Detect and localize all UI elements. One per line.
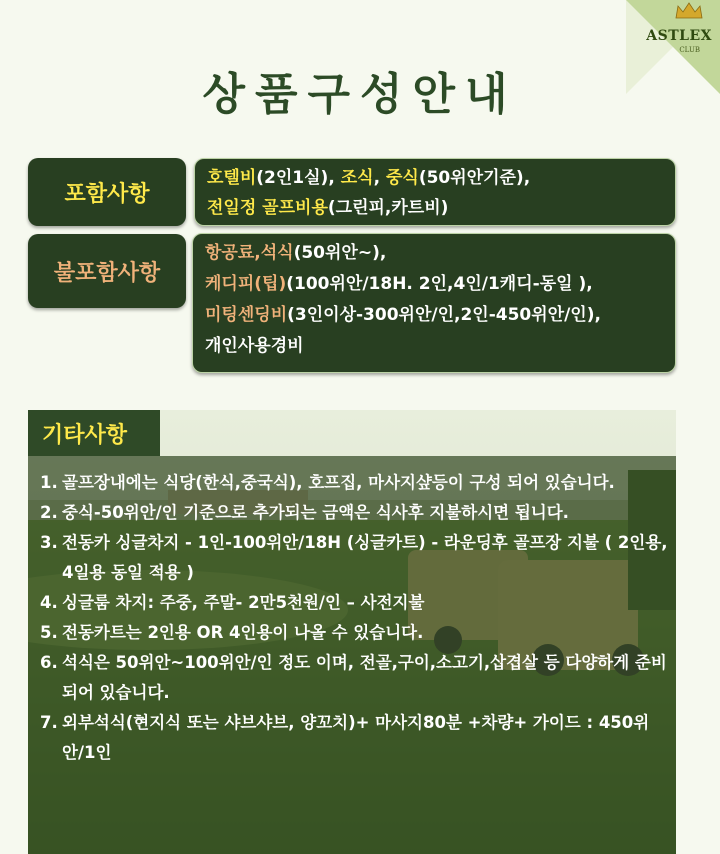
- text-segment: 호텔비: [207, 168, 257, 188]
- excluded-line-1: [205, 238, 675, 269]
- text-segment: (100위안/18H. 2인,4인/1캐디-동일 ),: [286, 274, 593, 294]
- other-section: [28, 410, 676, 854]
- text-segment: 중식: [385, 168, 419, 188]
- text-segment: ,: [373, 168, 386, 188]
- list-item: 3. 전동카 싱글차지 - 1인-100위안/18H (싱글카트) - 라운딩후 골프장 지불 ( 2인용, 4일용 동일 적용 ): [40, 533, 668, 582]
- list-item: 2. 중식-50위안/인 기준으로 추가되는 금액은 식사후 지불하시면 됩니다.: [40, 503, 569, 522]
- text-segment: (50위안~),: [293, 243, 387, 263]
- text-segment: 개인사용경비: [205, 336, 304, 356]
- page-title: 상품구성안내: [202, 69, 518, 120]
- excluded-line-2: [205, 269, 675, 300]
- included-label: 포함사항: [28, 158, 186, 226]
- excluded-line-4: [205, 331, 675, 362]
- excluded-line-3: [205, 300, 675, 331]
- excluded-content: [192, 233, 676, 373]
- included-line-2: [207, 193, 675, 223]
- crown-icon: [674, 2, 704, 20]
- excluded-label: 불포함사항: [28, 234, 186, 308]
- list-item: 1. 골프장내에는 식당(한식,중국식), 호프집, 마사지샾등이 구성 되어 있습니다.: [40, 473, 615, 492]
- other-list: [40, 468, 670, 768]
- list-item: 7. 외부석식(현지식 또는 샤브샤브, 양꼬치)+ 마사지80분 +차량+ 가이드 : 450위안/1인: [40, 713, 650, 762]
- text-segment: (그린피,카트비): [327, 198, 449, 218]
- text-segment: 전일정 골프비용: [207, 198, 328, 218]
- logo-subtext: CLUB: [679, 46, 700, 54]
- included-line-1: [207, 163, 675, 193]
- list-item: 5. 전동카트는 2인용 OR 4인용이 나올 수 있습니다.: [40, 623, 424, 642]
- text-segment: (3인이상-300위안/인,2인-450위안/인),: [287, 305, 601, 325]
- list-item: 6. 석식은 50위안~100위안/인 정도 이며, 전골,구이,소고기,삽겹살 등 다양하게 준비되어 있습니다.: [40, 653, 667, 702]
- other-label: 기타사항: [28, 410, 160, 456]
- text-segment: 조식: [340, 168, 374, 188]
- text-segment: 케디피(팁): [205, 274, 287, 294]
- included-content: [194, 158, 676, 226]
- text-segment: 미팅센딩비: [205, 305, 288, 325]
- text-segment: (50위안기준),: [418, 168, 531, 188]
- list-item: 4. 싱글룸 차지: 주중, 주말- 2만5천원/인 – 사전지불: [40, 593, 425, 612]
- text-segment: (2인1실),: [256, 168, 341, 188]
- logo-text: ASTLEX: [646, 28, 712, 44]
- text-segment: 항공료,석식: [205, 243, 294, 263]
